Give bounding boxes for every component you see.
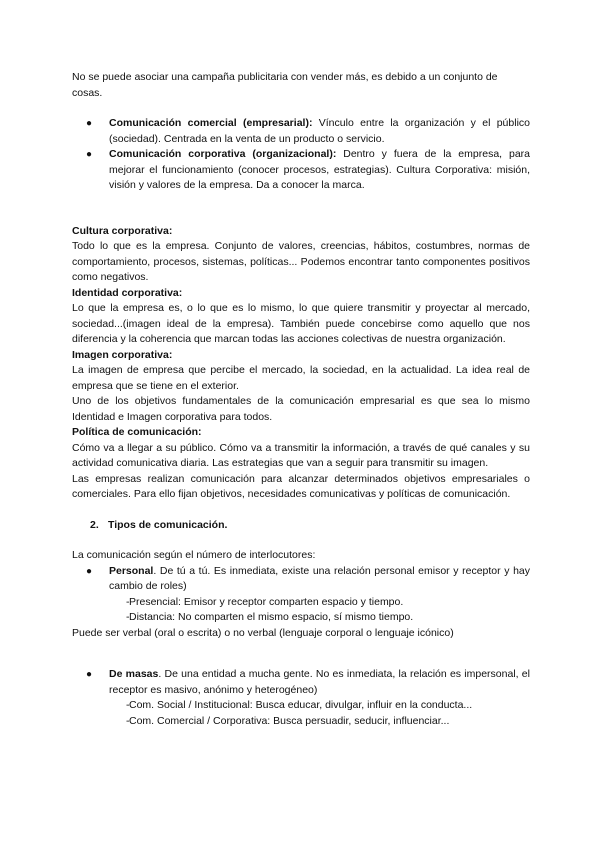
personal-list xyxy=(72,564,530,595)
list-item xyxy=(72,147,530,194)
intro-paragraph: No se puede asociar una campaña publicitaria con vender más, es debido a un conjunto de cosas. xyxy=(72,71,498,99)
section-title-politica: Política de comunicación: xyxy=(72,426,202,438)
section-text-identidad: Lo que la empresa es, o lo que es lo mismo, lo que quiere transmitir y proyectar al mercado, sociedad...(imagen ideal de la empresa). También puede concebirse como aquello que nos diferencia y la coherencia que marcan todas las acciones colectivas de nuestra organización. xyxy=(72,302,530,345)
masas-subitems xyxy=(72,698,530,729)
heading-number: 2. xyxy=(90,518,99,531)
list-item xyxy=(72,667,530,698)
section-text-imagen-1: La imagen de empresa que percibe el mercado, la sociedad, en la actualidad. La idea real de empresa que se tiene en el exterior. xyxy=(72,364,530,392)
verbal-note: Puede ser verbal (oral o escrita) o no verbal (lenguaje corporal o lenguaje icónico) xyxy=(72,626,454,639)
description-masas: . De una entidad a mucha gente. No es inmediata, la relación es impersonal, el receptor es masivo, anónimo y heterogéneo) xyxy=(109,668,530,696)
section-text-politica-1: Cómo va a llegar a su público. Cómo va a transmitir la información, a través de qué canales y su actividad comunicativa diaria. Las estrategias que van a seguir para transmitir su imagen. xyxy=(72,441,530,469)
heading-title: Tipos de comunicación. xyxy=(108,518,228,531)
masas-list xyxy=(72,667,530,698)
subitem-distancia: Distancia: No comparten el mismo espacio, sí mismo tiempo. xyxy=(129,611,414,623)
term-masas: De masas xyxy=(109,668,159,680)
list-item xyxy=(72,116,530,147)
dash-icon: - xyxy=(126,714,130,727)
personal-subitems xyxy=(72,595,530,626)
section-text-cultura: Todo lo que es la empresa. Conjunto de valores, creencias, hábitos, costumbres, normas de comportamiento, procesos, sistemas, políticas... Podemos encontrar tanto componentes positivos como negativos. xyxy=(72,240,530,283)
subitem-social: Com. Social / Institucional: Busca educar, divulgar, influir en la conducta... xyxy=(129,699,473,711)
description-personal: . De tú a tú. Es inmediata, existe una relación personal emisor y receptor y hay cambio de roles) xyxy=(109,564,530,592)
section-title-identidad: Identidad corporativa: xyxy=(72,286,183,299)
heading-tipos-comunicacion xyxy=(90,518,530,534)
bullet-icon: ● xyxy=(86,565,93,577)
term-comercial: Comunicación comercial (empresarial): xyxy=(109,117,313,129)
term-corporativa: Comunicación corporativa (organizacional): xyxy=(109,148,337,160)
list-item xyxy=(72,595,530,611)
bullet-icon: ● xyxy=(86,669,93,680)
interlocutores-intro: La comunicación según el número de interlocutores: xyxy=(72,549,316,561)
communication-types-list xyxy=(72,116,530,194)
document-content xyxy=(72,70,530,729)
subitem-presencial: Presencial: Emisor y receptor comparten espacio y tiempo. xyxy=(129,595,404,608)
bullet-icon: ● xyxy=(86,149,93,160)
description-corporativa: Dentro y fuera de la empresa, para mejorar el funcionamiento (conocer procesos, estrategias). Cultura Corporativa: misión, visión y valores de la empresa. Da a conocer la marca. xyxy=(109,148,530,191)
list-item xyxy=(72,714,530,730)
dash-icon: - xyxy=(126,699,130,711)
description-comercial: Vínculo entre la organización y el público (sociedad). Centrada en la venta de un producto o servicio. xyxy=(109,117,530,145)
dash-icon: - xyxy=(126,595,130,608)
list-item xyxy=(72,698,530,714)
list-item xyxy=(72,564,530,595)
list-item xyxy=(72,610,530,626)
dash-icon: - xyxy=(126,611,130,623)
term-personal: Personal xyxy=(109,564,154,577)
section-text-imagen-2: Uno de los objetivos fundamentales de la comunicación empresarial es que sea lo mismo Identidad e Imagen corporativa para todos. xyxy=(72,395,530,423)
section-title-imagen: Imagen corporativa: xyxy=(72,348,173,361)
subitem-comercial: Com. Comercial / Corporativa: Busca persuadir, seducir, influenciar... xyxy=(129,714,450,727)
bullet-icon: ● xyxy=(86,118,93,129)
section-text-politica-2: Las empresas realizan comunicación para alcanzar determinados objetivos empresariales o comerciales. Para ello fijan objetivos, necesidades comunicativas y políticas de comunicación. xyxy=(72,472,530,500)
section-title-cultura: Cultura corporativa: xyxy=(72,224,173,237)
